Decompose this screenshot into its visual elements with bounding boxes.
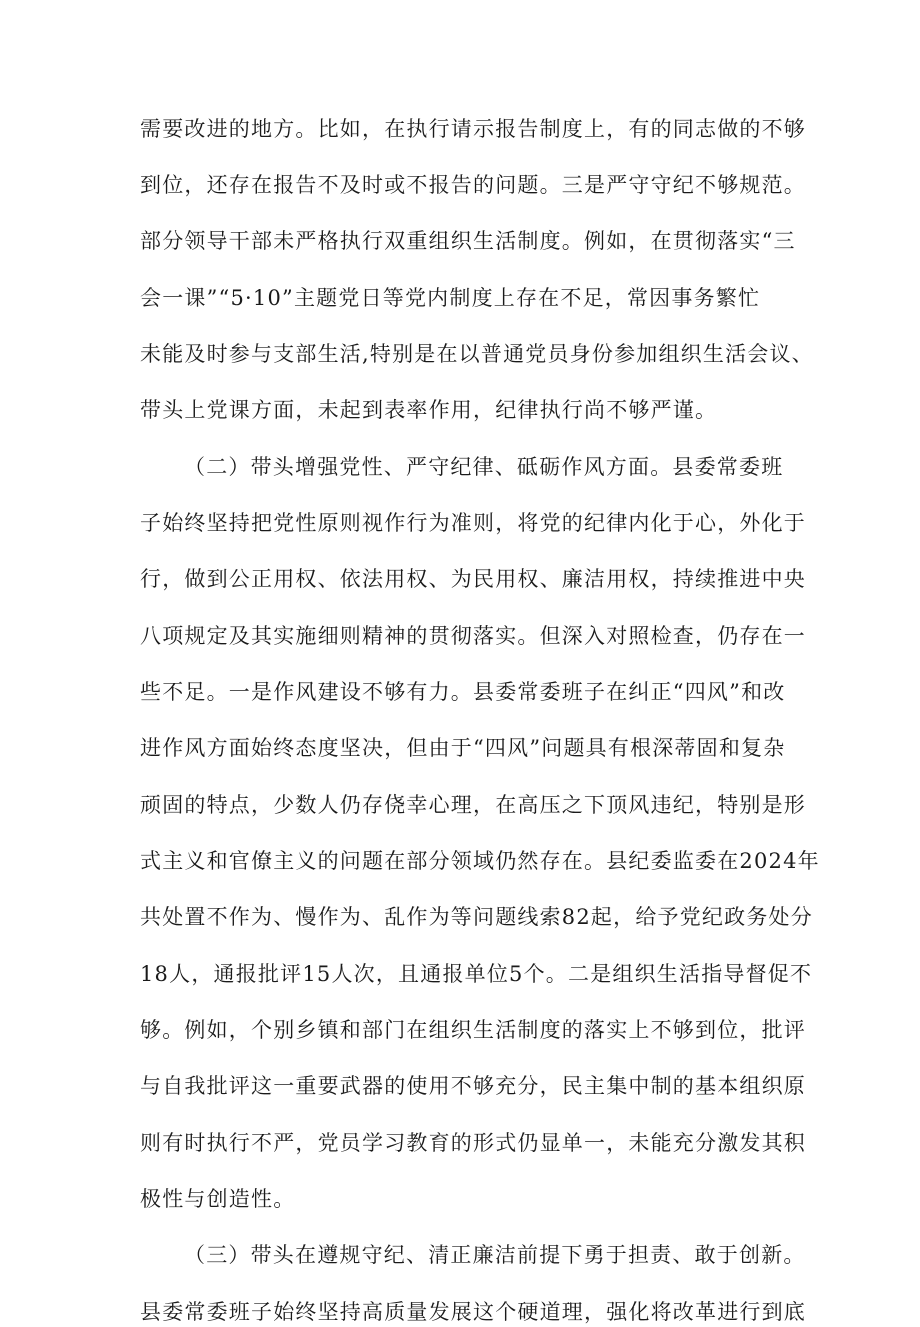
- text-line: 进作风方面始终态度坚决，但由于“四风”问题具有根深蒂固和复杂: [140, 736, 786, 760]
- text-line: 极性与创造性。: [140, 1187, 296, 1211]
- text-line: 会一课”“5·10”主题党日等党内制度上存在不足，常因事务繁忙: [140, 286, 761, 310]
- text-line: 18人，通报批评15人次，且通报单位5个。二是组织生活指导督促不: [140, 962, 813, 986]
- text-line: 八项规定及其实施细则精神的贯彻落实。但深入对照检查，仍存在一: [140, 624, 806, 648]
- text-line: 行，做到公正用权、依法用权、为民用权、廉洁用权，持续推进中央: [140, 567, 806, 591]
- text-line: 到位，还存在报告不及时或不报告的问题。三是严守守纪不够规范。: [140, 173, 806, 197]
- text-line: 子始终坚持把党性原则视作行为准则，将党的纪律内化于心，外化于: [140, 511, 806, 535]
- text-line: 县委常委班子始终坚持高质量发展这个硬道理，强化将改革进行到底: [140, 1300, 806, 1324]
- section-heading-3: （三）带头在遵规守纪、清正廉洁前提下勇于担责、敢于创新。: [184, 1243, 806, 1267]
- text-line: 部分领导干部未严格执行双重组织生活制度。例如，在贯彻落实“三: [140, 229, 796, 253]
- text-line: 与自我批评这一重要武器的使用不够充分，民主集中制的基本组织原: [140, 1074, 806, 1098]
- text-line: 些不足。一是作风建设不够有力。县委常委班子在纠正“四风”和改: [140, 680, 786, 704]
- text-line: 需要改进的地方。比如，在执行请示报告制度上，有的同志做的不够: [140, 117, 806, 141]
- text-line: 顽固的特点，少数人仍存侥幸心理，在高压之下顶风违纪，特别是形: [140, 793, 806, 817]
- text-line: 带头上党课方面，未起到表率作用，纪律执行尚不够严谨。: [140, 398, 718, 422]
- text-line: 未能及时参与支部生活,特别是在以普通党员身份参加组织生活会议、: [140, 342, 814, 366]
- text-line: 式主义和官僚主义的问题在部分领域仍然存在。县纪委监委在2024年: [140, 849, 820, 873]
- text-line: 共处置不作为、慢作为、乱作为等问题线索82起，给予党纪政务处分: [140, 905, 813, 929]
- text-line: 够。例如，个别乡镇和部门在组织生活制度的落实上不够到位，批评: [140, 1018, 806, 1042]
- section-heading-2: （二）带头增强党性、严守纪律、砥砺作风方面。县委常委班: [184, 455, 784, 479]
- text-line: 则有时执行不严，党员学习教育的形式仍显单一，未能充分激发其积: [140, 1131, 806, 1155]
